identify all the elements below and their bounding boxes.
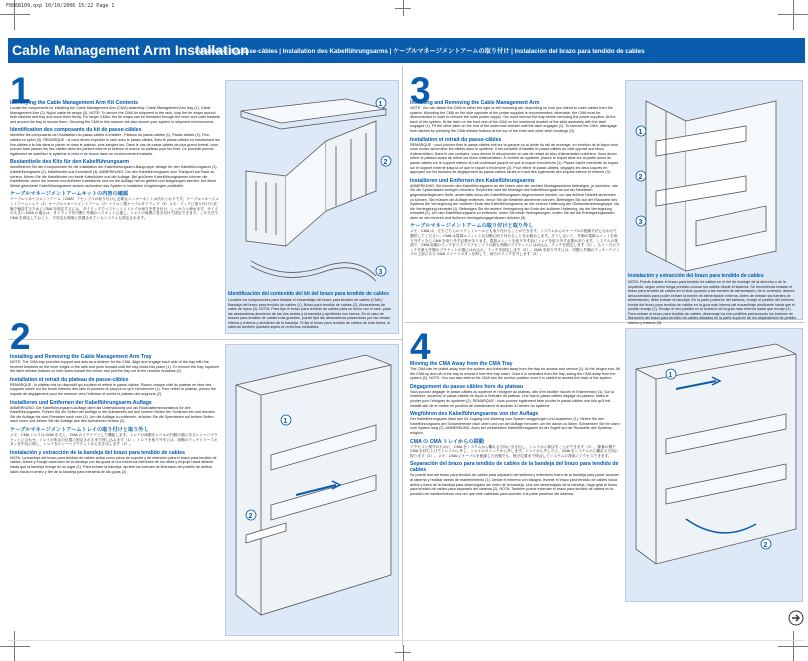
section-body: The CMA can be pulled away from the system and extended away from the tray for access and service (1). At the hinged end, lift the CMA up and off of the tray to unseat it from the tray catch. Once it is unseated from the tray, swing the CMA away from the system (2). NOTE: You can also extend the CMA into the service position once it is cabled to access the back of the system. xyxy=(410,367,620,381)
callout-label: 2 xyxy=(383,159,388,166)
section-body: REMARQUE : vous pouvez fixer le passe-câbles soit sur la gauche ou la droite du rail de montage, en fonction de la façon dont vous voulez acheminer les câbles dans le système. Il est conseillé d'installer le passe-câbles du côté opposé aux blocs d'alimentation. Dans le cas contraire, vous devrez le déconnecter en cas de retrait du bloc d'alimentation extérieur. Vous devez retirer le plateau avant de retirer les blocs d'alimentation. À l'arrière du système, placez le loquet situé sur la partie avant du passe-câbles sur le support interne du rail coulissant jusqu'à ce que le loquet s'enclenche (1). Placez l'autre extrémité du loquet sur le support externe jusqu'à ce que le loquet s'enclenche (2). Pour retirer le passe-câbles, dégagez les deux loquets en appuyant sur les boutons de dégagement du passe-câbles situés en haut des logements des loquets interne et externe (3). xyxy=(410,142,618,175)
section-body: ANMERKUNG: Sie können den Kabelführungsarm an der linken oder der rechten Montageschiene befestigen, je nachdem, wie Sie die Systemkabel verlegen möchten. Empfohlen wird die Montage des Kabelführungsarms auf der Netzteilen gegenüberliegenden Seite; andernfalls muss der Kabelführungsarm abgenommen werden, um das äußere Netzteil abnehmen zu können. Sie müssen die Auflage entfernen, bevor Sie die Netzteile abnehmen können. Befestigen Sie auf der Rückseite des Systems die Verriegelung am vorderen Ende des Kabelführungsarms an der inneren Halterung der Gleitschienenbaugruppe, bis die Verriegelung einrastet (1). Befestigen Sie die andere Verriegelung am Ende der äußeren Halterung, bis die Verriegelung einrastet (2). Um den Kabelführungsarm zu entfernen, lösen Sie beide Verriegelungen, indem Sie auf die Entriegelungstasten oben an den inneren und äußeren Verriegelungsgehäusen drücken (3). xyxy=(410,183,620,220)
arrow-right-icon[interactable] xyxy=(788,610,804,626)
section-body: Identifizieren Sie die Komponenten für die Installation der Kabelführungsarm-Baugruppe: Ablage für den Kabelführungsarm (1), Kabelführungsarm (2), Kabelbinder aus Kunststoff (3). ANMERKUNG: Um den Kabelführungsarm zum Transport am Rack zu sichern, führen Sie die Kabelbinder um beide Kabelkörbe und die Auflage. Bei größeren Kabelführungsarmen können die Kabelbinder durch die inneren und äußeren Kabelkörbe und um die Auflage herum geführt und festgezogen werden. Auf diese Weise gesicherte Kabelführungsarme sichern außerdem das System in instabilen Umgebungen zusätzlich. xyxy=(10,165,218,188)
section-body: NOTA: La bandeja del brazo para tendido de cables actúa como pieza de soporte y de retención para el brazo para tendido de cables. Alinee y encaje cada lado de la bandeja con las guías en los extremos interiores de los rieles y empuje hacia delante hasta que la bandeja encaje en su lugar (1). Para extraer la bandeja, apriete los botones de liberación del pestillo de ambos lados hacia el centro y tire de la bandeja para extraerla de las guías (2). xyxy=(10,455,217,474)
section-heading: ケーブルマネージメントアームキットの内容の確認 xyxy=(10,191,129,198)
caption-body: NOTA: Puede instalar el brazo para tendido de cables en el riel de montaje de la derecha o de la izquierda, según cómo tenga previsto colocar los cables desde el sistema. Se recomienda instalar el brazo para tendido de cables en el lado opuesto a las fuentes de alimentación; de lo contrario, deberá desconectarlo para poder extraer la fuente de alimentación externa. Antes de extraer las fuentes de alimentación, debe extraer la bandeja. En la parte posterior del sistema, encaje el pestillo del extremo frontal del brazo para tendido de cables en la guía más interna del ensamblaje deslizante hasta que el pestillo encaje (1). Encaje el otro pestillo en el extremo de la guía más externa hasta que encaje (2). Para extraer el brazo para tendido de cables, desencaje los dos pestillos presionando los botones de liberación del brazo para tendido de cables situados en la parte superior de los alojamientos de pestillo interno y externo (3). xyxy=(628,280,797,325)
section-heading: ケーブルマネージメントアームの取り付けと取り外し xyxy=(410,223,534,230)
callout-label: 1 xyxy=(283,418,288,425)
step-number: 2 xyxy=(10,316,31,357)
section-heading: CMA の CMA トレイからの移動 xyxy=(410,438,484,445)
callout-label: 3 xyxy=(638,219,643,226)
page-subtitle: Installation du passe-câbles | Installation des Kabelführungsarms | ケーブルマネージメントアームの取り付け | Instalación del brazo para tendido de cables xyxy=(195,48,645,55)
section-heading: Separación del brazo para tendido de cables de la bandeja del brazo para tendido de cables xyxy=(410,461,619,474)
caption-heading: Instalación y extracción del brazo para tendido de cables xyxy=(628,273,764,279)
section-heading: Wegführen des Kabelführungsarms von der Auflage xyxy=(410,411,539,418)
crop-mark xyxy=(403,645,404,661)
page-title: Cable Management Arm Installation xyxy=(12,42,249,58)
callout-label: 3 xyxy=(378,269,383,276)
section-body: Der Kabelführungsarm lässt sich für Zugang und Wartung vom System weggezogen und ausziehen (1). Heben Sie den Kabelführungsarm am Scharnierende nach oben und von der Auflage herunter, um ihn davon zu lösen. Schwenken Sie ihn dann vom System weg (2). ANMERKUNG: Auch bei verkabeltem Kabelführungsarm ist der Zugriff auf die Rückseite des Systems möglich. xyxy=(410,417,620,435)
section-body: NOTE: You can attach the CMA to either the right or left mounting rail, depending on how you intend to route cables from the system. Mounting the CMA on the side opposite of the power supplies is recommended; otherwise, the CMA must be disconnected in order to remove the outer power supply. You must remove the tray before removing the power supplies. At the back of the system, fit the latch on the front end of the CMA on the innermost bracket of the slide assembly with the latch engaged (1). Fit the other latch on the end of the outermost bracket until the latch engages (2). To remove the CMA, disengage both latches by pressing the CMA release buttons at the top of the inner and outer latch housings (3). xyxy=(410,106,617,133)
section-heading: Dégagement du passe-câbles hors du plateau xyxy=(410,383,524,390)
step-3-text xyxy=(410,97,620,317)
printer-slug: F8868109.qxp 10/10/2006 15:22 Page 1 xyxy=(6,3,115,9)
step-1-illustration xyxy=(225,80,399,334)
section-body: REMARQUE : le plateau est un dispositif qui soutient et retient le passe-câbles. Placez chaque côté du plateau en face des supports situés sur les bords internes des rails et poussez-le jusqu'à ce qu'il s'enclenche (1). Pour retirer le plateau, pincez les loquets de dégagement pour les ramener vers l'intérieur et sortez le plateau des supports (2). xyxy=(10,382,216,396)
section-body: アクセスと保守のために、CMA をシステムから離れる方向に引き出し、トレイから伸ばすことができます（1）。蝶番の側で CMA を持ち上げてトレイから外し、トレイのキャッチから外します。トレイから外したら、CMA をシステムから離れる方向に振ります（2）。メモ：CMA にケーブルを配線した状態でも、保守位置まで伸ばしてシステムの背面にアクセスできます。 xyxy=(410,444,619,458)
step-4-illustration xyxy=(625,328,803,602)
step-2-illustration xyxy=(225,344,399,636)
crop-mark xyxy=(793,631,794,661)
crop-mark xyxy=(793,0,794,30)
step-4-text xyxy=(410,358,620,628)
step-number: 1 xyxy=(10,70,31,111)
section-body: ケーブルマネージメントアーム（CMA）アセンブリの取り付けに必要なコンポーネントは次のとおりです。ケーブルマネージメントアームトレイ（1）ケーブルマネージメントアーム（2）ナイロン製ケーブルタイラップ（3）メモ：ラックに取り付けた状態で輸送するために CMA を固定するには、タイラップでバスケットとトレイの両方を巻き付け、しっかりと締めます。サイズの大きい CMA の場合は、タイラップを内側と外側のバスケットに通し、トレイの周囲に巻き付けて固定できます。この方法で CMA を固定しておくと、不安定な環境に設置されているシステムも固定されます。 xyxy=(10,197,220,220)
section-heading: Moving the CMA Away from the CMA Tray xyxy=(410,361,513,367)
illustration-caption xyxy=(228,291,394,331)
callout-label: 1 xyxy=(668,372,673,379)
section-heading: Installing and Removing the Cable Management Arm xyxy=(410,100,540,106)
section-heading: Instalación y extracción de la bandeja del brazo para tendido de cables xyxy=(10,449,185,456)
section-body: メモ：CMA トレイは CMA を支え、CMA のリテイナとして機能します。トレイの両側をレールの内側の端にあるレシーバブラケットに合わせ、トレイが所定の位置に固定されるまで押し込みます（1）。トレイを取り外すには、両側のラッチリリースボタンを中央に押し、トレイをレシーバブラケットから引き出します（2）。 xyxy=(10,432,218,447)
section-body: Se puede tirar del brazo para tendido de cables para separarlo del sistema y extenderlo fuera de la bandeja para poder acceder al sistema y realizar tareas de mantenimiento (1). Desde el extremo con bisagra, levante el brazo para tendido de cables hacia arriba y fuera de la bandeja para desencajarlo del retén de la bandeja. Una vez desencajado de la bandeja, haga girar el brazo para tendido de cables para separarlo del sistema (2). NOTA: También puede extender el brazo para tendido de cables en la posición de mantenimiento una vez que esté cableado para acceder a la parte posterior del sistema. xyxy=(410,473,619,496)
step-3-illustration xyxy=(625,80,803,325)
section-heading: Bestandteile des Kits für den Kabelführungsarm xyxy=(10,159,130,166)
section-heading: Installing and Removing the Cable Management Arm Tray xyxy=(10,354,152,360)
title-bar xyxy=(8,38,805,63)
callout-label: 2 xyxy=(763,542,768,549)
row-divider-left xyxy=(8,339,402,340)
section-body: Identifiez les composants de l'installation du passe-câbles à installer : Plateau du passe-câbles (1), Passe-câbles (2), Fixe-câbles en nylon (3). REMARQUE : si vous devez expédier le rack avec le passe-câbles, fixez le passe-câbles en introduisant les fixe-câbles à la fois dans le panier et dans le plateau, puis sanglez-les. Dans le cas de passe-câbles de plus grand format, vous pouvez faire passer les fixe-câbles dans les paniers interne et externe et autour du plateau pour les fixer. Ce procédé permet également de stabiliser le système si celui-ci se trouve dans un environnement instable. xyxy=(10,133,220,156)
section-heading: ケーブルマネージメントアームトレイの取り付けと取り外し xyxy=(10,426,149,433)
step-1-text xyxy=(10,97,220,333)
step-number: 3 xyxy=(410,70,431,111)
section-body: Vous pouvez dégager le passe-câbles du système et l'éloigner du plateau, afin d'en faciliter l'accès et l'intervention (1). Sur la charnière, soulevez le passe-câbles de façon à l'extraire du plateau. Une fois le passe-câbles dégagé du plateau, faites-le pivoter pour l'éloigner du système (2). REMARQUE : vous pouvez également faire pivoter le passe-câbles une fois qu'il est installé afin de le mettre en position de maintenance et accéder à l'arrière du système. xyxy=(410,389,614,408)
crop-mark xyxy=(0,14,30,15)
section-body: NOTE: The CMA tray provides support and acts as a retainer for the CMA. Align and engage each side of the tray with the receiver brackets on the inner edges of the rails and push forward until the tray clicks into place (1). To remove the tray, squeeze the latch release buttons on both sides toward the center and pull the tray out of the receiver brackets (2). xyxy=(10,360,219,374)
column-divider xyxy=(402,66,403,646)
callout-label: 2 xyxy=(248,513,253,520)
caption-heading: Identificación del contenido del kit del brazo para tendido de cables xyxy=(228,291,389,297)
section-body: メモ：CMA は、左右どちらのマウントレールにも取り付けることができます。システムからのケーブルの配線方法に合わせて選択してください。CMA は電源ユニットと反対側に取り付けることをお勧めします。そうしないと、外側の電源ユニットを取り外すときに CMA を取り外す必要があります。電源ユニットを取り外す前にトレイを取り外す必要があります。システムの背面で、CMA 前端のラッチをスライドアセンブリの最も内側のブラケットにはめ込み、ラッチを固定します（1）。もう一方のラッチを最も外側のブラケットの端にはめ込み、ラッチを固定します（2）。CMA を取り外すには、内側と外側のラッチハウジングの上部にある CMA リリースボタンを押して、両方のラッチを外します（3）。 xyxy=(410,229,620,257)
callout-label: 1 xyxy=(638,129,643,136)
crop-mark xyxy=(0,646,30,647)
step-number: 4 xyxy=(410,326,431,367)
caption-body: Localice los componentes para instalar el ensamblaje del brazo para tendido de cables (CMA): Bandeja del brazo para tendido de cables (1), Brazo para tendido de cables (2), Abrazaderas de cable de nylon (3). NOTA: Para fijar el brazo para tendido de cables para su envío con el rack, pase las abrazaderas alrededor de las dos cestas y la bandeja y apriételas con fuerza. En el caso de brazos para tendido de cables más grandes, puede fijar las abrazaderas pasándolas por las cestas interna y externa y alrededor de la bandeja. Si fija el brazo para tendido de cables de esta forma, el sistema también quedará sujeto en entornos inestables. xyxy=(228,298,391,329)
section-heading: Installieren und Entfernen der Kabelführungsarm-Auflage xyxy=(10,399,152,406)
section-heading: Installation et retrait du passe-câbles xyxy=(410,136,502,143)
callout-label: 1 xyxy=(378,101,383,108)
section-heading: Installieren und Entfernen des Kabelführungsarms xyxy=(410,177,535,184)
step-2-text xyxy=(10,351,220,636)
section-heading: Installation et retrait du plateau de passe-câbles xyxy=(10,376,129,383)
crop-mark xyxy=(403,0,404,16)
footer-rule xyxy=(8,640,805,641)
illustration-caption xyxy=(628,273,798,325)
section-heading: Identifying the Cable Management Arm Kit Contents xyxy=(10,100,139,106)
section-body: Locate the components for installing the Cable Management Arm (CMA) assembly: Cable Management Arm tray (1), Cable Management Arm (2), Nylon cable tie wraps (3). NOTE: To secure the CMA for shipment in the rack, loop the tie wraps around both baskets and tray and cinch them firmly. For larger CMAs, the tie wraps can be threaded through the inner and outer baskets and around the tray to secure them. Securing the CMA in this manner will also secure your system in shipment environments. xyxy=(10,106,220,124)
section-heading: Identification des composants du kit de passe-câbles xyxy=(10,127,142,134)
section-body: ANMERKUNG: Die Kabelführungsarm-Auflage dient als Unterstützung und als Rückhaltemechanismus für den Kabelführungsarm. Führen Sie die Seiten der Auflage in die Aufnahmen auf den inneren Seiten der Schienen ein und drücken Sie die Auflage bis zum Einrasten nach vorn (1). Um die Auflage zu entfernen, drücken Sie die Sperrtasten auf beiden Seiten nach innen und ziehen Sie die Auflage aus den Aufnahmen heraus (2). xyxy=(10,405,216,424)
callout-label: 2 xyxy=(638,174,643,181)
